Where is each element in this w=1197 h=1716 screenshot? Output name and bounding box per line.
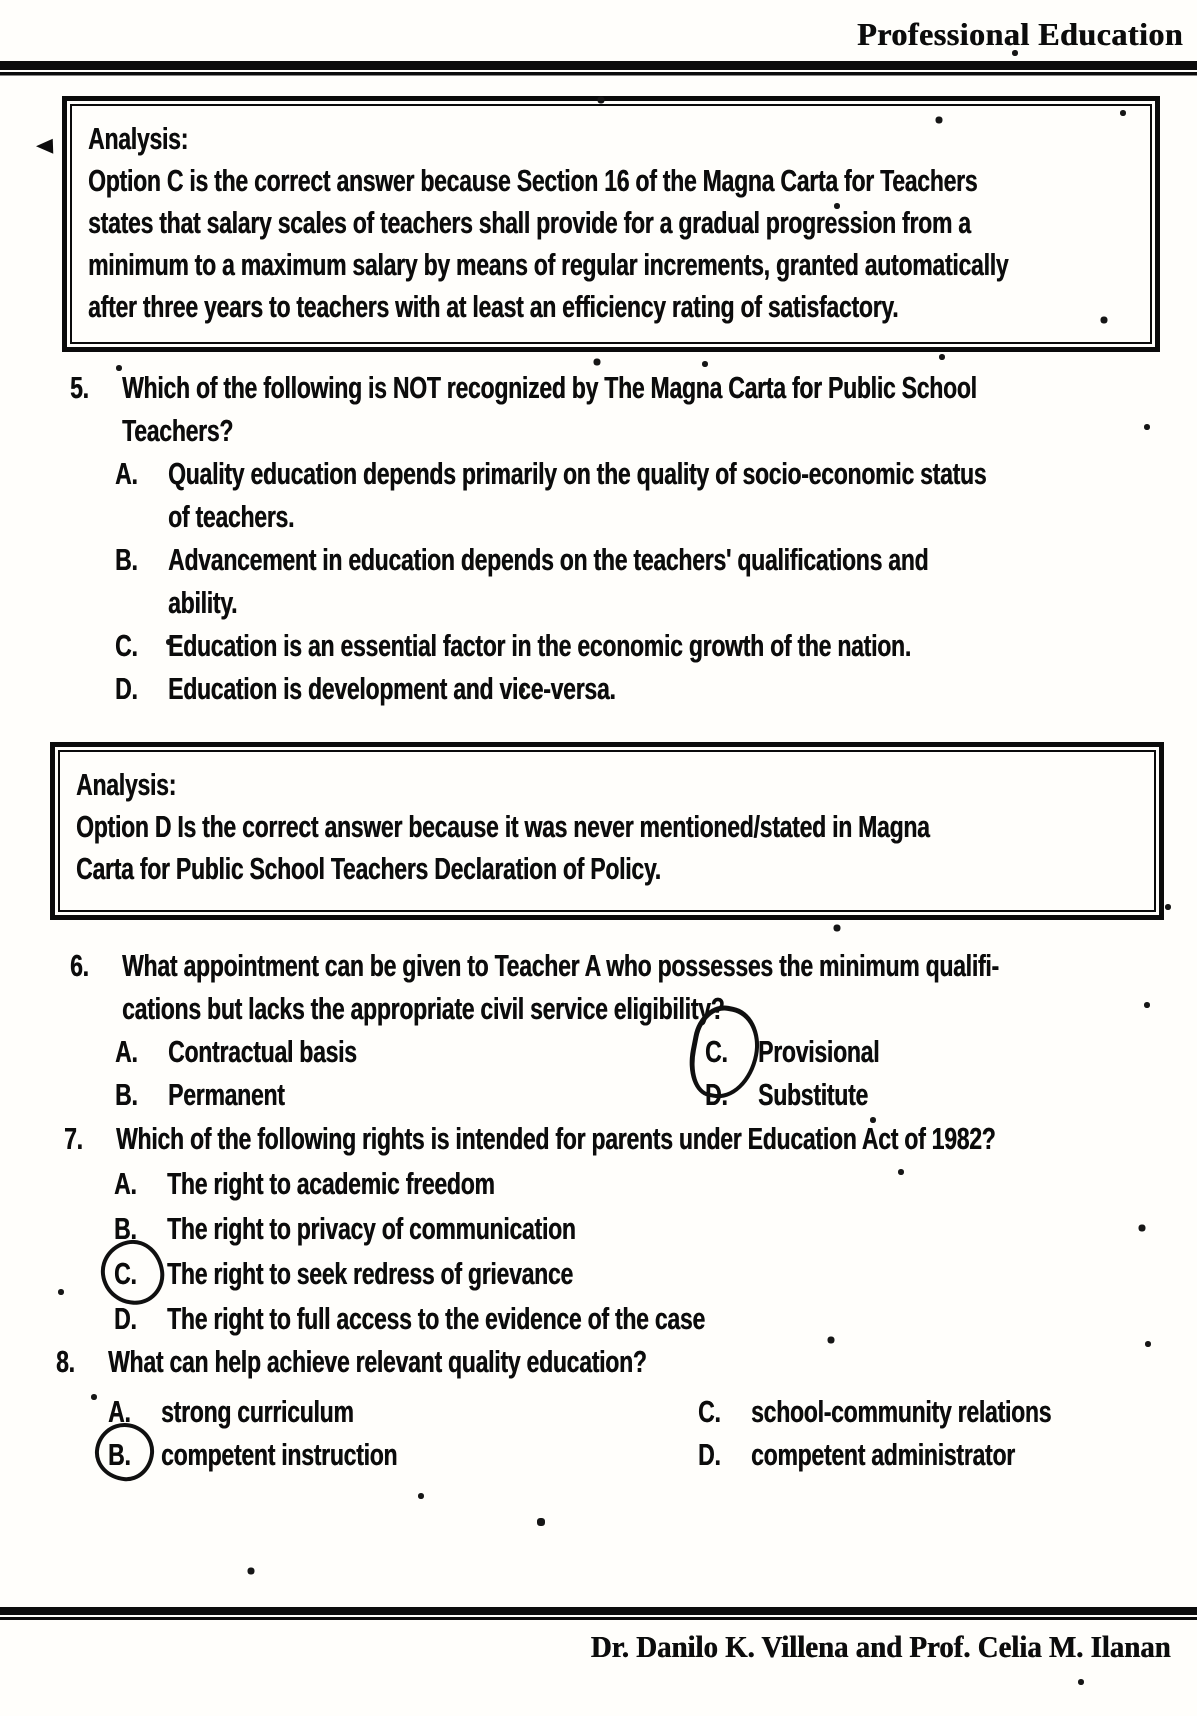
- question-6: [70, 944, 1197, 1116]
- option-letter: B.: [115, 542, 138, 577]
- option-d: [698, 1433, 1197, 1476]
- analysis-label: Analysis:: [76, 767, 177, 802]
- option-text: Education is development and vice-versa.: [168, 671, 616, 706]
- option-letter: C.: [705, 1034, 728, 1069]
- option-letter: A.: [114, 1166, 137, 1201]
- analysis-label: Analysis:: [88, 121, 189, 156]
- option-letter: C.: [698, 1394, 721, 1429]
- option-letter: B.: [108, 1437, 131, 1472]
- question-text: What appointment can be given to Teacher A who possesses the minimum qualifi- cations but lacks the appropriate civil service eligibility?: [122, 948, 999, 1026]
- option-c: [115, 624, 1197, 667]
- question-text: What can help achieve relevant quality education?: [108, 1344, 647, 1379]
- option-text: Advancement in education depends on the teachers' qualifications and ability.: [168, 542, 929, 620]
- option-text: The right to full access to the evidence of the case: [167, 1301, 705, 1336]
- option-letter: D.: [115, 671, 138, 706]
- option-letter: C.: [114, 1256, 137, 1291]
- option-letter: C.: [115, 628, 138, 663]
- option-letter: D.: [698, 1437, 721, 1472]
- option-letter: D.: [114, 1301, 137, 1336]
- option-letter: A.: [115, 1034, 138, 1069]
- option-text: strong curriculum: [161, 1394, 354, 1429]
- option-text: Quality education depends primarily on the quality of socio-economic status of teachers.: [168, 456, 987, 534]
- question-text: Which of the following rights is intended for parents under Education Act of 1982?: [116, 1121, 996, 1156]
- option-text: Provisional: [758, 1034, 880, 1069]
- question-7: [64, 1116, 1197, 1341]
- option-b: [114, 1206, 1197, 1251]
- analysis-text-line: after three years to teachers with at least an efficiency rating of satisfactory.: [88, 289, 899, 324]
- page-header-title: Professional Education: [857, 16, 1183, 52]
- question-number: 5.: [70, 370, 89, 405]
- footer-rule: [0, 1607, 1197, 1621]
- analysis-text-line: states that salary scales of teachers shall provide for a gradual progression from a: [88, 205, 971, 240]
- option-d: [114, 1296, 1197, 1341]
- option-letter: A.: [115, 456, 138, 491]
- analysis-text-line: Option D Is the correct answer because it was never mentioned/stated in Magna: [76, 809, 930, 844]
- analysis-box-q5: [50, 742, 1164, 920]
- option-text: The right to seek redress of grievance: [167, 1256, 573, 1291]
- option-letter: D.: [705, 1077, 728, 1112]
- analysis-text-line: Option C is the correct answer because Section 16 of the Magna Carta for Teachers: [88, 163, 978, 198]
- option-c: [114, 1251, 1197, 1296]
- question-number: 8.: [56, 1344, 75, 1379]
- header-rule: [0, 61, 1197, 76]
- option-b: [115, 538, 1197, 624]
- option-c: [705, 1030, 1197, 1073]
- option-d: [705, 1073, 1197, 1116]
- option-text: Contractual basis: [168, 1034, 357, 1069]
- option-text: competent instruction: [161, 1437, 398, 1472]
- margin-mark: [36, 139, 54, 155]
- option-b: [108, 1433, 698, 1476]
- option-text: Permanent: [168, 1077, 285, 1112]
- option-c: [698, 1390, 1197, 1433]
- analysis-text-line: minimum to a maximum salary by means of regular increments, granted automatically: [88, 247, 1009, 282]
- option-letter: B.: [114, 1211, 137, 1246]
- option-text: competent administrator: [751, 1437, 1015, 1472]
- question-number: 6.: [70, 948, 89, 983]
- question-text: Which of the following is NOT recognized by The Magna Carta for Public School Teachers?: [122, 370, 977, 448]
- option-text: Education is an essential factor in the economic growth of the nation.: [168, 628, 911, 663]
- analysis-box-inner: [70, 104, 1152, 344]
- question-8: [56, 1340, 1197, 1476]
- analysis-box-inner: [58, 750, 1156, 912]
- option-a: [114, 1161, 1197, 1206]
- option-text: Substitute: [758, 1077, 868, 1112]
- option-a: [108, 1390, 698, 1433]
- option-d: [115, 667, 1197, 710]
- question-5: [70, 366, 1197, 710]
- option-text: The right to privacy of communication: [167, 1211, 576, 1246]
- option-letter: B.: [115, 1077, 138, 1112]
- option-text: The right to academic freedom: [167, 1166, 495, 1201]
- option-a: [115, 452, 1197, 538]
- analysis-text-line: Carta for Public School Teachers Declaration of Policy.: [76, 851, 661, 886]
- option-b: [115, 1073, 705, 1116]
- option-letter: A.: [108, 1394, 131, 1429]
- option-text: school-community relations: [751, 1394, 1052, 1429]
- scan-speckles: [0, 0, 2, 2]
- footer-authors: Dr. Danilo K. Villena and Prof. Celia M. Ilanan: [591, 1629, 1171, 1664]
- question-number: 7.: [64, 1121, 83, 1156]
- option-a: [115, 1030, 705, 1073]
- analysis-box-q4: [62, 96, 1160, 352]
